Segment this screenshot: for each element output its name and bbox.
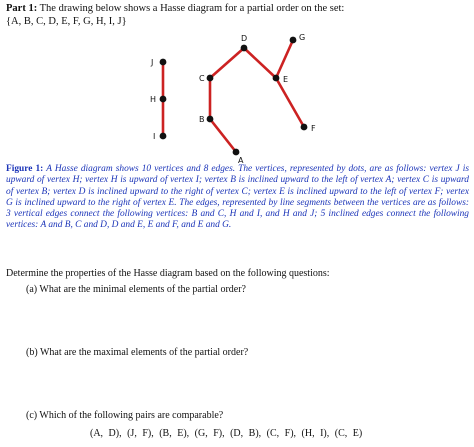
part-text: The drawing below shows a Hasse diagram for a partial order on the set: [39, 3, 345, 14]
vertex-label-c: C [199, 74, 205, 83]
edge-e-g [276, 40, 293, 78]
vertex-d [241, 45, 248, 52]
vertex-label-a: A [238, 156, 244, 165]
vertex-label-j: J [151, 58, 154, 67]
vertex-label-e: E [283, 75, 289, 84]
edge-c-d [210, 48, 244, 78]
vertex-g [290, 37, 297, 44]
vertex-label-i: I [153, 132, 156, 141]
figure-caption [6, 164, 469, 232]
hasse-edges [163, 40, 304, 152]
edge-d-e [244, 48, 276, 78]
vertex-a [233, 149, 240, 156]
set-definition: {A, B, C, D, E, F, G, H, I, J} [6, 16, 127, 27]
figure-caption-text: A Hasse diagram shows 10 vertices and 8 edges. The vertices, represented by dots, are as follows: vertex J is upward of vertex H; vertex H is upward of vertex I; vertex B is inclined upward to the left of vertex A; vertex C is upward of vertex B; vertex D is inclined upward to the right of vertex C; vertex E is inclined upward to the left of vertex F; vertex G is inclined upward to the right of vertex E. The edges, represented by line segments between the vertices are as follows: 3 vertical edges connect the following vertices: B and C, H and I, and H and J; 5 inclined edges connect the following vertices: A and B, C and D, D and E, E and F, and E and G. [6, 164, 469, 231]
vertex-h [160, 96, 167, 103]
vertex-f [301, 124, 308, 131]
edge-b-a [210, 119, 236, 152]
vertex-i [160, 133, 167, 140]
part-label: Part 1: [6, 3, 38, 14]
figure-label: Figure 1: [6, 164, 44, 174]
hasse-diagram [0, 0, 474, 168]
comparable-pairs: (A, D), (J, F), (B, E), (G, F), (D, B), (C, F), (H, I), (C, E) [90, 428, 363, 439]
vertex-e [273, 75, 280, 82]
vertex-c [207, 75, 214, 82]
question-a: (a) What are the minimal elements of the partial order? [26, 284, 246, 295]
vertex-j [160, 59, 167, 66]
vertex-label-g: G [299, 33, 306, 42]
vertex-label-b: B [199, 115, 205, 124]
question-c: (c) Which of the following pairs are comparable? [26, 410, 224, 421]
vertex-b [207, 116, 214, 123]
vertex-label-f: F [311, 124, 316, 133]
questions-intro: Determine the properties of the Hasse diagram based on the following questions: [6, 268, 330, 279]
question-b: (b) What are the maximal elements of the partial order? [26, 347, 249, 358]
vertex-label-h: H [150, 95, 157, 104]
hasse-vertices [150, 33, 316, 165]
vertex-label-d: D [241, 34, 248, 43]
edge-e-f [276, 78, 304, 127]
